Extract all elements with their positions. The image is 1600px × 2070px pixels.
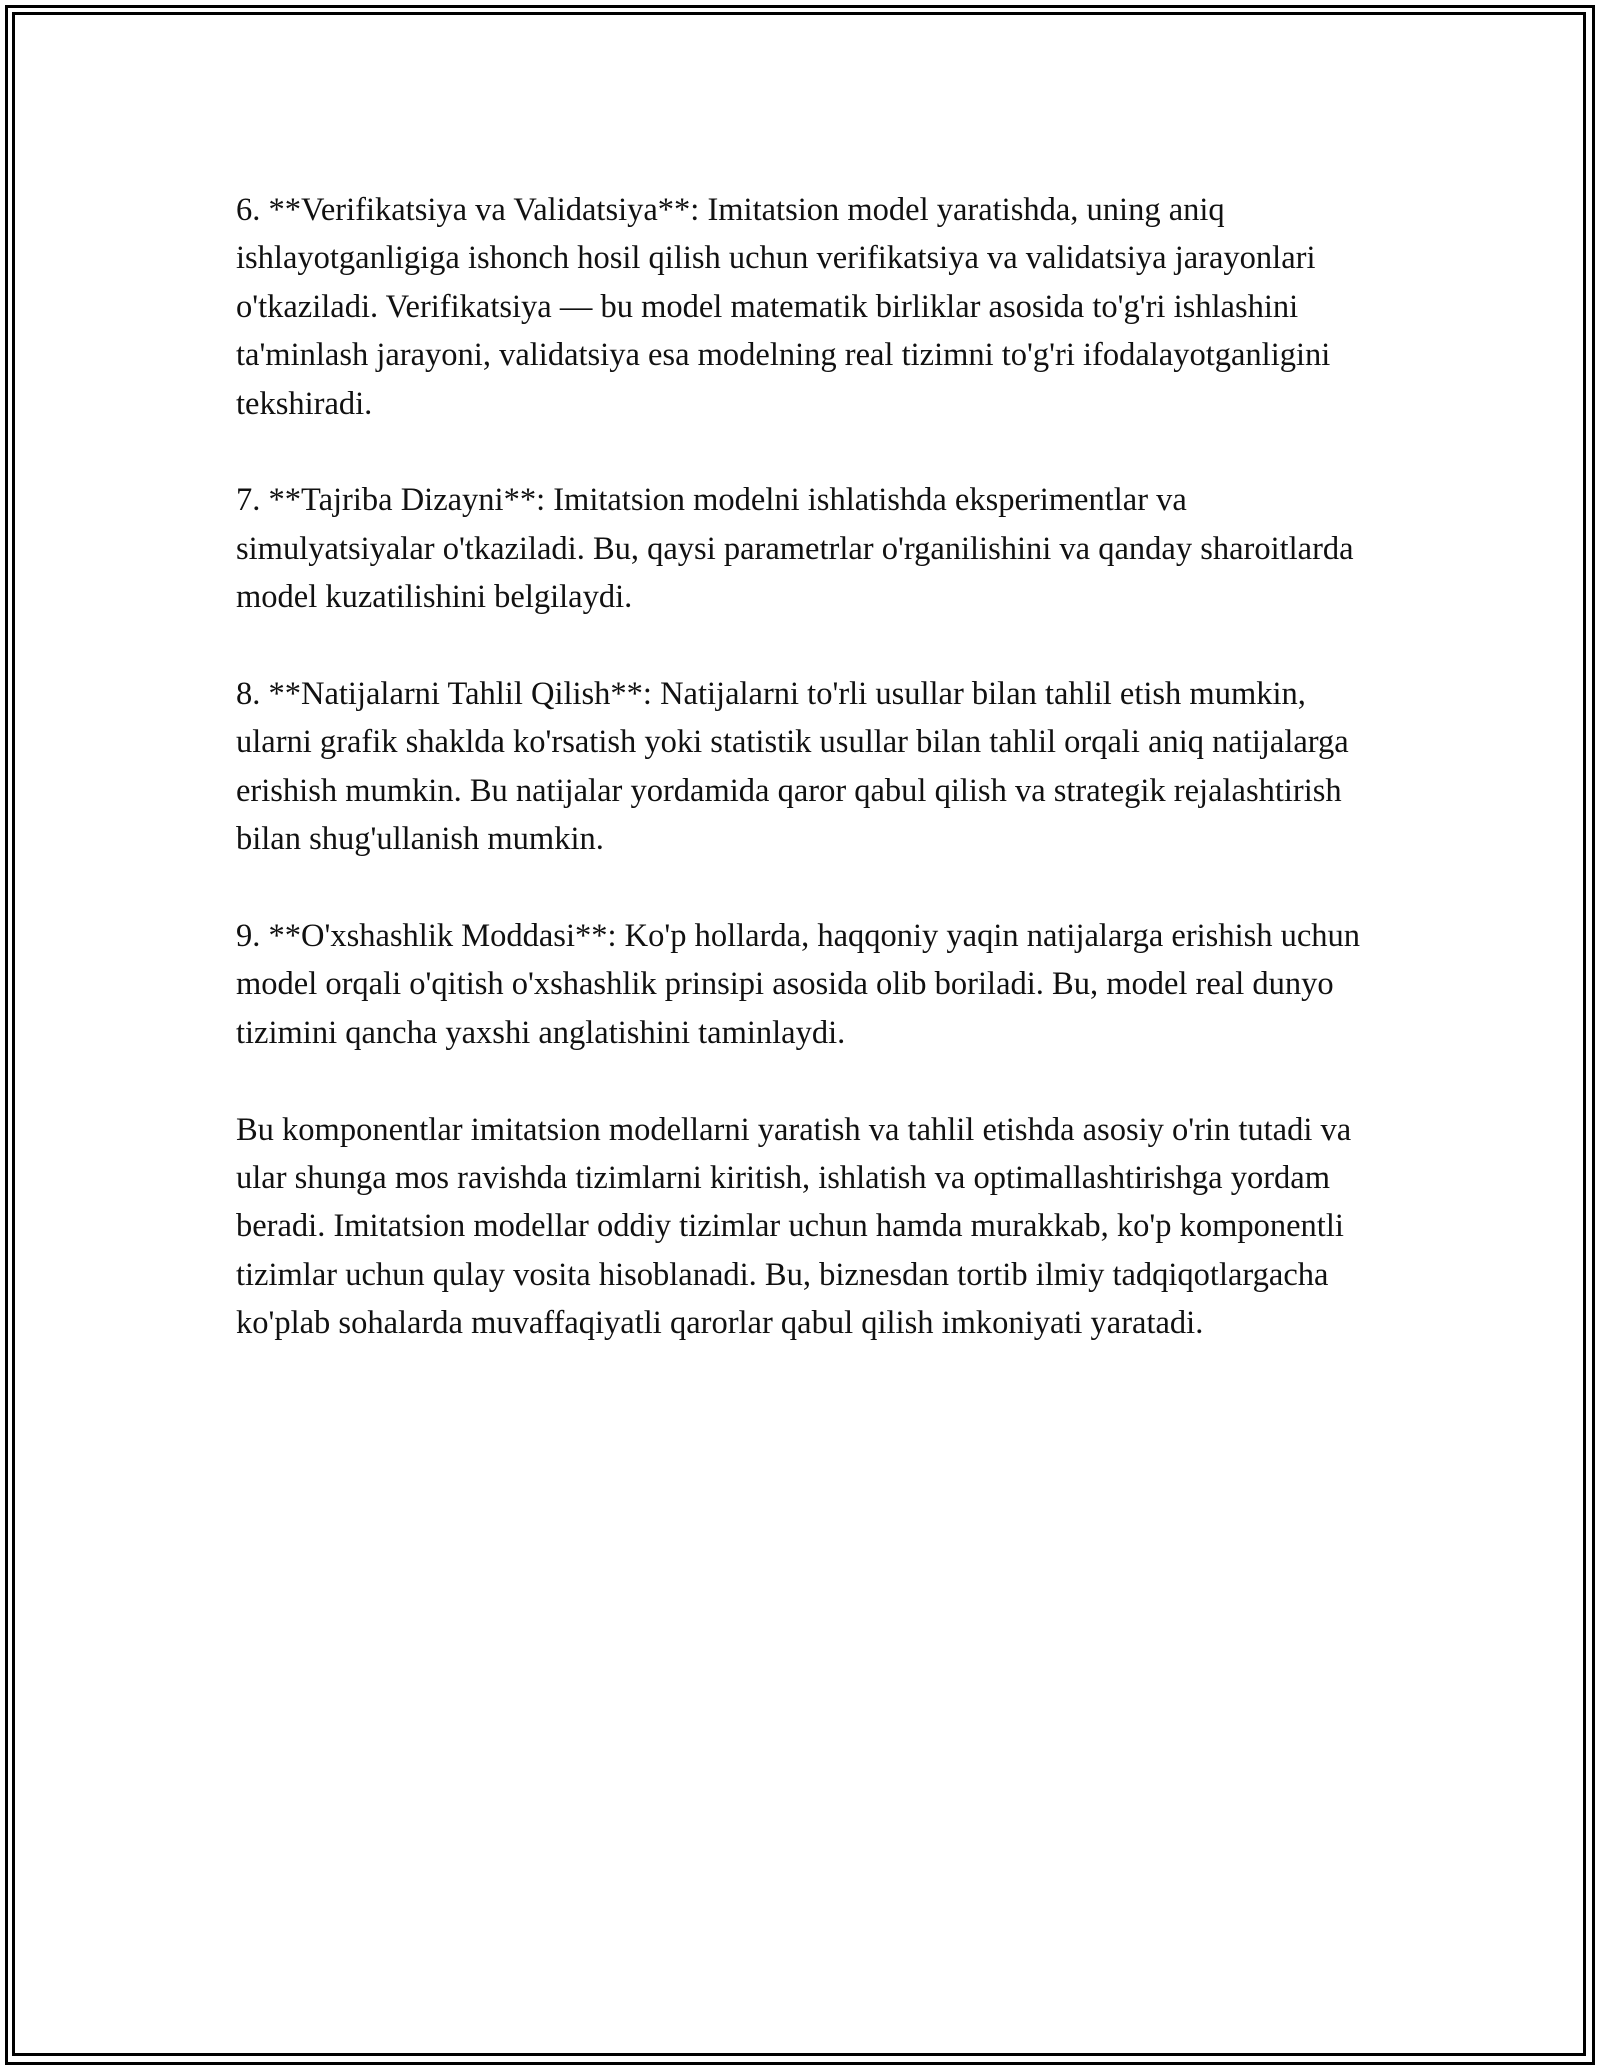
paragraph-verification-validation: 6. **Verifikatsiya va Validatsiya**: Imitatsion model yaratishda, uning aniq ishlayotganligiga ishonch hosil qilish uchun verifikatsiya va validatsiya jarayonlari o'tkaziladi. Verifikatsiya — bu model matematik birliklar asosida to'g'ri ishlashini ta'minlash jarayoni, validatsiya esa modelning real tizimni to'g'ri ifodalayotganligini tekshiradi. [236,192,1331,422]
paragraph-results-analysis: 8. **Natijalarni Tahlil Qilish**: Natijalarni to'rli usullar bilan tahlil etish mumkin, ularni grafik shaklda ko'rsatish yoki statistik usullar bilan tahlil orqali aniq natijalarga erishish mumkin. Bu natijalar yordamida qaror qabul qilish va strategik rejalashtirish bilan shug'ullanish mumkin. [236,676,1349,858]
paragraph-conclusion: Bu komponentlar imitatsion modellarni yaratish va tahlil etishda asosiy o'rin tutadi va ular shunga mos ravishda tizimlarni kiritish, ishlatish va optimallashtirishga yordam beradi. Imitatsion modellar oddiy tizimlar uchun hamda murakkab, ko'p komponentli tizimlar uchun qulay vosita hisoblanadi. Bu, biznesdan tortib ilmiy tadqiqotlargacha ko'plab sohalarda muvaffaqiyatli qarorlar qabul qilish imkoniyati yaratadi. [236,1111,1352,1342]
paragraph-experiment-design: 7. **Tajriba Dizayni**: Imitatsion modelni ishlatishda eksperimentlar va simulyatsiyalar o'tkaziladi. Bu, qaysi parametrlar o'rganilishini va qanday sharoitlarda model kuzatilishini belgilaydi. [236,482,1354,616]
document-body [236,186,1376,1348]
paragraph-similarity-principle: 9. **O'xshashlik Moddasi**: Ko'p hollarda, haqqoniy yaqin natijalarga erishish uchun model orqali o'qitish o'xshashlik prinsipi asosida olib boriladi. Bu, model real dunyo tizimini qancha yaxshi anglatishini taminlaydi. [236,918,1361,1051]
